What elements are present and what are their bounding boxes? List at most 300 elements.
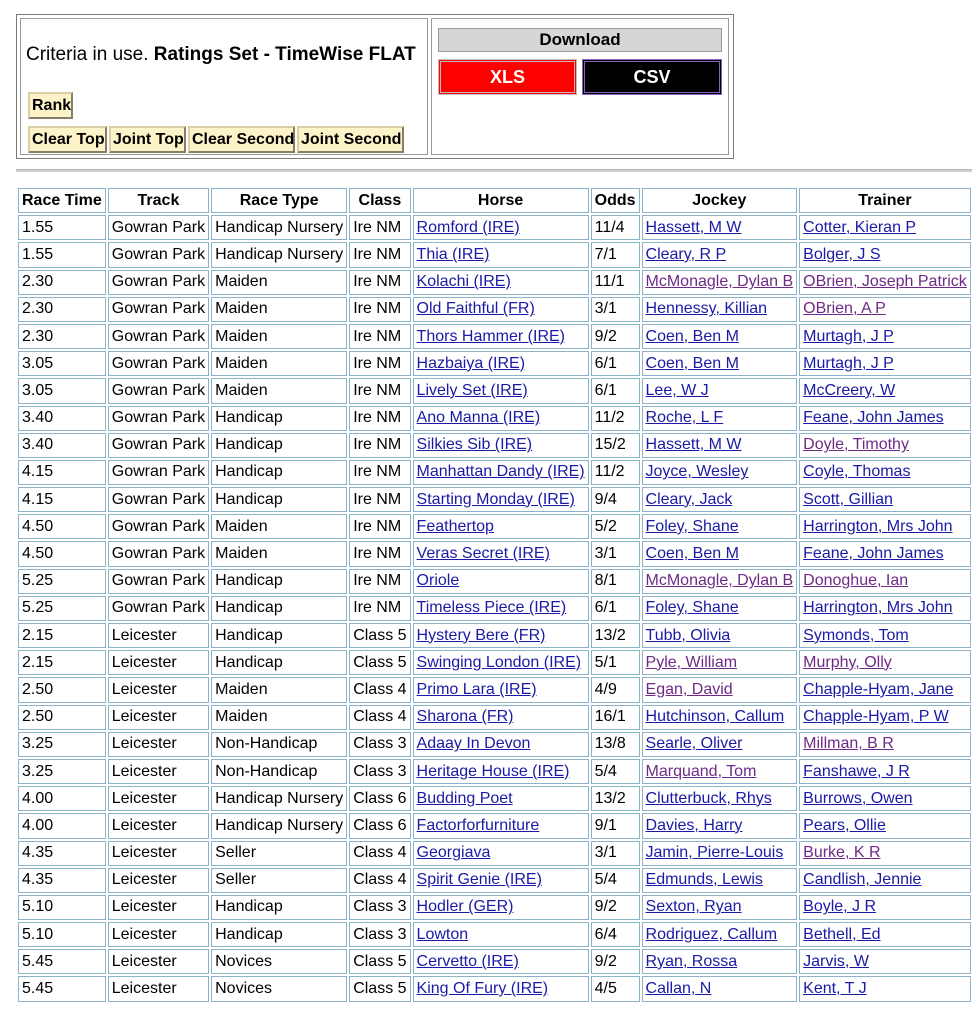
cell-race-type: Maiden <box>211 514 347 539</box>
cell-jockey <box>642 732 798 757</box>
table-row <box>18 514 971 539</box>
table-row <box>18 895 971 920</box>
trainer-link[interactable]: Murphy, Olly <box>803 653 892 671</box>
cell-track: Gowran Park <box>108 596 209 621</box>
cell-track: Leicester <box>108 813 209 838</box>
cell-race-type: Maiden <box>211 378 347 403</box>
trainer-link[interactable]: Fanshawe, J R <box>803 762 910 780</box>
cell-odds: 6/1 <box>591 378 640 403</box>
cell-track: Gowran Park <box>108 242 209 267</box>
cell-trainer <box>799 705 971 730</box>
jockey-link[interactable]: Hassett, M W <box>645 218 742 236</box>
cell-race-type: Handicap <box>211 623 347 648</box>
cell-race-time: 4.15 <box>18 487 106 512</box>
cell-track: Leicester <box>108 895 209 920</box>
cell-odds: 5/4 <box>591 868 640 893</box>
cell-race-type: Handicap <box>211 922 347 947</box>
cell-trainer <box>799 351 971 376</box>
cell-horse <box>413 623 589 648</box>
cell-race-type: Maiden <box>211 324 347 349</box>
download-xls-button[interactable]: XLS <box>438 59 577 95</box>
cell-jockey <box>642 270 798 295</box>
horse-link[interactable]: Budding Poet <box>416 789 513 807</box>
cell-odds: 6/1 <box>591 351 640 376</box>
table-row <box>18 487 971 512</box>
cell-track: Gowran Park <box>108 541 209 566</box>
cell-race-time: 1.55 <box>18 242 106 267</box>
horse-link[interactable]: Hodler (GER) <box>416 898 514 916</box>
horse-link[interactable]: Hystery Bere (FR) <box>416 626 546 644</box>
cell-trainer <box>799 541 971 566</box>
horse-link[interactable]: Starting Monday (IRE) <box>416 490 575 508</box>
header-race-time: Race Time <box>18 188 106 213</box>
jockey-link[interactable]: Lee, W J <box>645 381 709 399</box>
cell-class: Ire NM <box>349 242 410 267</box>
trainer-link[interactable]: Candlish, Jennie <box>803 871 922 889</box>
cell-track: Leicester <box>108 841 209 866</box>
horse-link[interactable]: Hazbaiya (IRE) <box>416 354 526 372</box>
horse-link[interactable]: Sharona (FR) <box>416 708 514 726</box>
cell-track: Gowran Park <box>108 297 209 322</box>
cell-race-type: Novices <box>211 976 347 1001</box>
horse-link[interactable]: King Of Fury (IRE) <box>416 980 549 998</box>
cell-odds: 6/1 <box>591 596 640 621</box>
cell-horse <box>413 949 589 974</box>
table-row <box>18 759 971 784</box>
cell-class: Class 5 <box>349 976 410 1001</box>
cell-odds: 9/4 <box>591 487 640 512</box>
horse-link[interactable]: Primo Lara (IRE) <box>416 680 537 698</box>
cell-class: Ire NM <box>349 514 410 539</box>
cell-class: Class 3 <box>349 732 410 757</box>
jockey-link[interactable]: McMonagle, Dylan B <box>645 273 794 291</box>
cell-track: Leicester <box>108 922 209 947</box>
jockey-link[interactable]: Foley, Shane <box>645 517 739 535</box>
cell-race-time: 1.55 <box>18 215 106 240</box>
cell-jockey <box>642 623 798 648</box>
cell-race-type: Non-Handicap <box>211 759 347 784</box>
horse-link[interactable]: Georgiava <box>416 844 491 862</box>
cell-horse <box>413 242 589 267</box>
divider <box>16 169 972 172</box>
jockey-link[interactable]: Sexton, Ryan <box>645 898 742 916</box>
jockey-link[interactable]: McMonagle, Dylan B <box>645 572 794 590</box>
jockey-link[interactable]: Foley, Shane <box>645 599 739 617</box>
cell-race-type: Handicap <box>211 460 347 485</box>
trainer-link[interactable]: Burke, K R <box>803 844 881 862</box>
jockey-link[interactable]: Hennessy, Killian <box>645 300 768 318</box>
cell-horse <box>413 596 589 621</box>
cell-jockey <box>642 487 798 512</box>
cell-trainer <box>799 677 971 702</box>
cell-class: Class 3 <box>349 895 410 920</box>
cell-trainer <box>799 487 971 512</box>
table-row <box>18 297 971 322</box>
header-class: Class <box>349 188 410 213</box>
cell-race-time: 3.40 <box>18 433 106 458</box>
horse-link[interactable]: Feathertop <box>416 517 494 535</box>
table-row <box>18 378 971 403</box>
cell-track: Leicester <box>108 677 209 702</box>
cell-trainer <box>799 460 971 485</box>
header-horse: Horse <box>413 188 589 213</box>
horse-link[interactable]: Heritage House (IRE) <box>416 762 570 780</box>
criteria-section <box>20 18 428 155</box>
trainer-link[interactable]: Harrington, Mrs John <box>803 599 953 617</box>
cell-trainer <box>799 215 971 240</box>
joint-top-button[interactable]: Joint Top <box>109 126 186 153</box>
trainer-link[interactable]: Chapple-Hyam, Jane <box>803 680 954 698</box>
table-row <box>18 623 971 648</box>
cell-race-type: Handicap <box>211 895 347 920</box>
cell-trainer <box>799 514 971 539</box>
cell-horse <box>413 813 589 838</box>
rank-button[interactable]: Rank <box>28 92 73 119</box>
download-csv-button[interactable]: CSV <box>582 59 722 95</box>
cell-odds: 8/1 <box>591 569 640 594</box>
table-row <box>18 541 971 566</box>
cell-track: Leicester <box>108 976 209 1001</box>
cell-jockey <box>642 650 798 675</box>
cell-odds: 9/2 <box>591 895 640 920</box>
cell-race-type: Maiden <box>211 270 347 295</box>
cell-odds: 15/2 <box>591 433 640 458</box>
cell-race-time: 3.25 <box>18 732 106 757</box>
trainer-link[interactable]: Burrows, Owen <box>803 789 913 807</box>
cell-class: Ire NM <box>349 406 410 431</box>
results-table <box>16 186 972 1004</box>
horse-link[interactable]: Thia (IRE) <box>416 245 490 263</box>
cell-odds: 4/5 <box>591 976 640 1001</box>
clear-second-button[interactable]: Clear Second <box>188 126 295 153</box>
cell-horse <box>413 514 589 539</box>
cell-jockey <box>642 242 798 267</box>
cell-horse <box>413 569 589 594</box>
jockey-link[interactable]: Marquand, Tom <box>645 762 757 780</box>
cell-class: Ire NM <box>349 541 410 566</box>
cell-track: Gowran Park <box>108 487 209 512</box>
cell-class: Class 4 <box>349 868 410 893</box>
cell-trainer <box>799 813 971 838</box>
cell-track: Leicester <box>108 732 209 757</box>
cell-class: Class 4 <box>349 677 410 702</box>
horse-link[interactable]: Timeless Piece (IRE) <box>416 599 567 617</box>
clear-top-button[interactable]: Clear Top <box>28 126 107 153</box>
cell-class: Ire NM <box>349 378 410 403</box>
table-row <box>18 677 971 702</box>
cell-race-type: Handicap <box>211 406 347 431</box>
cell-odds: 6/4 <box>591 922 640 947</box>
cell-track: Gowran Park <box>108 351 209 376</box>
table-row <box>18 976 971 1001</box>
cell-class: Class 4 <box>349 705 410 730</box>
cell-race-type: Seller <box>211 868 347 893</box>
cell-class: Class 3 <box>349 759 410 784</box>
cell-jockey <box>642 759 798 784</box>
cell-class: Ire NM <box>349 433 410 458</box>
cell-horse <box>413 460 589 485</box>
cell-race-type: Handicap Nursery <box>211 242 347 267</box>
cell-horse <box>413 378 589 403</box>
trainer-link[interactable]: Doyle, Timothy <box>803 436 909 454</box>
horse-link[interactable]: Spirit Genie (IRE) <box>416 871 542 889</box>
jockey-link[interactable]: Joyce, Wesley <box>645 463 749 481</box>
cell-race-type: Maiden <box>211 705 347 730</box>
cell-trainer <box>799 242 971 267</box>
cell-race-time: 5.10 <box>18 895 106 920</box>
horse-link[interactable]: Romford (IRE) <box>416 218 520 236</box>
table-row <box>18 650 971 675</box>
horse-link[interactable]: Adaay In Devon <box>416 735 531 753</box>
trainer-link[interactable]: Donoghue, Ian <box>803 572 909 590</box>
horse-link[interactable]: Ano Manna (IRE) <box>416 409 541 427</box>
table-row <box>18 215 971 240</box>
trainer-link[interactable]: Murtagh, J P <box>803 354 894 372</box>
cell-odds: 16/1 <box>591 705 640 730</box>
cell-horse <box>413 786 589 811</box>
jockey-link[interactable]: Pyle, William <box>645 653 738 671</box>
cell-odds: 3/1 <box>591 841 640 866</box>
cell-jockey <box>642 976 798 1001</box>
cell-horse <box>413 759 589 784</box>
horse-link[interactable]: Lively Set (IRE) <box>416 381 528 399</box>
cell-jockey <box>642 215 798 240</box>
jockey-link[interactable]: Ryan, Rossa <box>645 952 738 970</box>
trainer-link[interactable]: Murtagh, J P <box>803 327 894 345</box>
table-row <box>18 351 971 376</box>
cell-jockey <box>642 677 798 702</box>
cell-trainer <box>799 569 971 594</box>
cell-track: Gowran Park <box>108 324 209 349</box>
cell-horse <box>413 976 589 1001</box>
cell-horse <box>413 895 589 920</box>
cell-horse <box>413 297 589 322</box>
cell-jockey <box>642 541 798 566</box>
horse-link[interactable]: Veras Secret (IRE) <box>416 545 550 563</box>
cell-trainer <box>799 895 971 920</box>
cell-race-type: Handicap <box>211 487 347 512</box>
trainer-link[interactable]: Bolger, J S <box>803 245 881 263</box>
cell-trainer <box>799 976 971 1001</box>
cell-race-type: Handicap <box>211 596 347 621</box>
cell-race-time: 4.00 <box>18 813 106 838</box>
table-row <box>18 922 971 947</box>
jockey-link[interactable]: Cleary, Jack <box>645 490 733 508</box>
horse-link[interactable]: Thors Hammer (IRE) <box>416 327 565 345</box>
cell-track: Gowran Park <box>108 433 209 458</box>
horse-link[interactable]: Manhattan Dandy (IRE) <box>416 463 585 481</box>
cell-odds: 5/1 <box>591 650 640 675</box>
cell-race-time: 2.30 <box>18 297 106 322</box>
jockey-link[interactable]: Coen, Ben M <box>645 327 739 345</box>
cell-jockey <box>642 786 798 811</box>
cell-track: Leicester <box>108 650 209 675</box>
cell-horse <box>413 351 589 376</box>
cell-trainer <box>799 433 971 458</box>
cell-race-type: Handicap Nursery <box>211 786 347 811</box>
cell-class: Ire NM <box>349 569 410 594</box>
cell-race-time: 5.45 <box>18 976 106 1001</box>
cell-race-type: Maiden <box>211 541 347 566</box>
jockey-link[interactable]: Davies, Harry <box>645 816 743 834</box>
jockey-link[interactable]: Rodriguez, Callum <box>645 925 778 943</box>
cell-track: Leicester <box>108 623 209 648</box>
trainer-link[interactable]: Feane, John James <box>803 545 944 563</box>
cell-odds: 5/4 <box>591 759 640 784</box>
trainer-link[interactable]: Millman, B R <box>803 735 894 753</box>
cell-jockey <box>642 433 798 458</box>
trainer-link[interactable]: Scott, Gillian <box>803 490 893 508</box>
cell-trainer <box>799 759 971 784</box>
horse-link[interactable]: Old Faithful (FR) <box>416 300 535 318</box>
cell-trainer <box>799 841 971 866</box>
cell-class: Class 3 <box>349 922 410 947</box>
jockey-link[interactable]: Searle, Oliver <box>645 735 743 753</box>
criteria-prefix: Criteria in use. <box>26 44 154 65</box>
cell-class: Ire NM <box>349 596 410 621</box>
horse-link[interactable]: Factorforfurniture <box>416 816 540 834</box>
jockey-link[interactable]: Cleary, R P <box>645 245 727 263</box>
cell-race-type: Seller <box>211 841 347 866</box>
cell-horse <box>413 270 589 295</box>
cell-race-time: 3.05 <box>18 351 106 376</box>
cell-odds: 13/2 <box>591 786 640 811</box>
cell-odds: 13/2 <box>591 623 640 648</box>
cell-race-time: 4.35 <box>18 841 106 866</box>
trainer-link[interactable]: Bethell, Ed <box>803 925 881 943</box>
jockey-link[interactable]: Egan, David <box>645 680 733 698</box>
cell-track: Gowran Park <box>108 569 209 594</box>
header-track: Track <box>108 188 209 213</box>
horse-link[interactable]: Cervetto (IRE) <box>416 952 519 970</box>
cell-race-time: 4.00 <box>18 786 106 811</box>
cell-track: Gowran Park <box>108 215 209 240</box>
cell-jockey <box>642 297 798 322</box>
horse-link[interactable]: Oriole <box>416 572 460 590</box>
trainer-link[interactable]: Cotter, Kieran P <box>803 218 917 236</box>
cell-race-time: 2.50 <box>18 677 106 702</box>
cell-jockey <box>642 813 798 838</box>
cell-race-time: 4.15 <box>18 460 106 485</box>
trainer-link[interactable]: Pears, Ollie <box>803 816 886 834</box>
jockey-link[interactable]: Clutterbuck, Rhys <box>645 789 772 807</box>
trainer-link[interactable]: Symonds, Tom <box>803 626 909 644</box>
cell-odds: 7/1 <box>591 242 640 267</box>
table-row <box>18 732 971 757</box>
trainer-link[interactable]: Kent, T J <box>803 980 867 998</box>
cell-race-type: Handicap Nursery <box>211 215 347 240</box>
trainer-link[interactable]: Boyle, J R <box>803 898 877 916</box>
cell-horse <box>413 324 589 349</box>
cell-class: Class 6 <box>349 786 410 811</box>
horse-link[interactable]: Kolachi (IRE) <box>416 273 511 291</box>
jockey-link[interactable]: Roche, L F <box>645 409 724 427</box>
cell-horse <box>413 650 589 675</box>
cell-race-type: Handicap <box>211 433 347 458</box>
cell-track: Leicester <box>108 759 209 784</box>
cell-horse <box>413 732 589 757</box>
jockey-link[interactable]: Tubb, Olivia <box>645 626 731 644</box>
trainer-link[interactable]: OBrien, Joseph Patrick <box>803 273 967 291</box>
trainer-link[interactable]: Coyle, Thomas <box>803 463 911 481</box>
jockey-link[interactable]: Callan, N <box>645 980 712 998</box>
jockey-link[interactable]: Coen, Ben M <box>645 354 739 372</box>
horse-link[interactable]: Swinging London (IRE) <box>416 653 582 671</box>
cell-odds: 9/1 <box>591 813 640 838</box>
cell-race-type: Maiden <box>211 677 347 702</box>
cell-race-time: 5.45 <box>18 949 106 974</box>
cell-jockey <box>642 922 798 947</box>
cell-odds: 13/8 <box>591 732 640 757</box>
trainer-link[interactable]: McCreery, W <box>803 381 896 399</box>
cell-race-time: 4.50 <box>18 541 106 566</box>
header-odds: Odds <box>591 188 640 213</box>
horse-link[interactable]: Lowton <box>416 925 469 943</box>
cell-class: Ire NM <box>349 297 410 322</box>
cell-race-time: 5.10 <box>18 922 106 947</box>
trainer-link[interactable]: Harrington, Mrs John <box>803 517 953 535</box>
trainer-link[interactable]: Jarvis, W <box>803 952 869 970</box>
jockey-link[interactable]: Edmunds, Lewis <box>645 871 763 889</box>
table-row <box>18 324 971 349</box>
cell-jockey <box>642 868 798 893</box>
cell-race-type: Handicap <box>211 650 347 675</box>
cell-odds: 11/2 <box>591 406 640 431</box>
table-row <box>18 406 971 431</box>
cell-class: Class 5 <box>349 623 410 648</box>
cell-class: Ire NM <box>349 270 410 295</box>
trainer-link[interactable]: OBrien, A P <box>803 300 886 318</box>
cell-odds: 5/2 <box>591 514 640 539</box>
cell-class: Ire NM <box>349 324 410 349</box>
jockey-link[interactable]: Hutchinson, Callum <box>645 708 785 726</box>
cell-race-time: 5.25 <box>18 569 106 594</box>
criteria-text <box>26 44 416 66</box>
cell-horse <box>413 705 589 730</box>
download-section <box>431 18 729 155</box>
cell-class: Ire NM <box>349 487 410 512</box>
cell-jockey <box>642 351 798 376</box>
cell-race-time: 3.40 <box>18 406 106 431</box>
cell-odds: 9/2 <box>591 949 640 974</box>
header-race-type: Race Type <box>211 188 347 213</box>
table-header-row <box>18 188 971 213</box>
trainer-link[interactable]: Feane, John James <box>803 409 944 427</box>
ratings-set-label: Ratings Set - TimeWise FLAT <box>153 44 416 65</box>
horse-link[interactable]: Silkies Sib (IRE) <box>416 436 533 454</box>
cell-odds: 3/1 <box>591 541 640 566</box>
cell-trainer <box>799 378 971 403</box>
cell-jockey <box>642 705 798 730</box>
table-row <box>18 460 971 485</box>
trainer-link[interactable]: Chapple-Hyam, P W <box>803 708 949 726</box>
jockey-link[interactable]: Hassett, M W <box>645 436 742 454</box>
cell-race-time: 2.30 <box>18 324 106 349</box>
cell-horse <box>413 487 589 512</box>
jockey-link[interactable]: Coen, Ben M <box>645 545 739 563</box>
cell-track: Leicester <box>108 786 209 811</box>
jockey-link[interactable]: Jamin, Pierre-Louis <box>645 844 784 862</box>
cell-jockey <box>642 569 798 594</box>
table-row <box>18 270 971 295</box>
cell-class: Ire NM <box>349 215 410 240</box>
table-row <box>18 705 971 730</box>
joint-second-button[interactable]: Joint Second <box>297 126 404 153</box>
cell-class: Ire NM <box>349 351 410 376</box>
cell-horse <box>413 841 589 866</box>
cell-track: Gowran Park <box>108 378 209 403</box>
cell-jockey <box>642 378 798 403</box>
